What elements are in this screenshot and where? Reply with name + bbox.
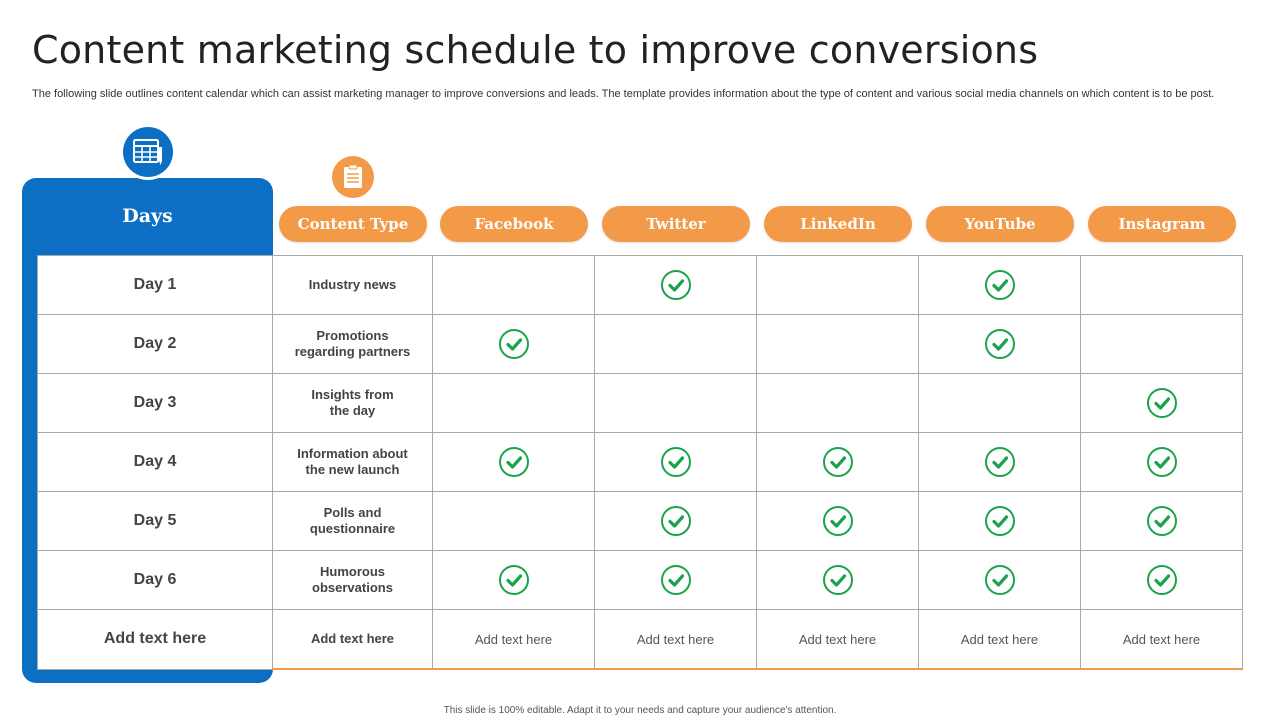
channel-cell [919, 315, 1081, 374]
check-circle-icon [984, 453, 1016, 470]
channel-cell [757, 492, 919, 551]
check-circle-icon [660, 512, 692, 529]
check-circle-icon [1146, 512, 1178, 529]
table-row [38, 433, 1243, 492]
channel-cell [1081, 374, 1243, 433]
content-type-cell [273, 315, 433, 374]
check-circle-icon [984, 335, 1016, 352]
check-circle-icon [498, 453, 530, 470]
table-row [38, 551, 1243, 610]
content-type-line: the day [329, 403, 376, 418]
table-row [38, 315, 1243, 374]
calendar-icon [123, 127, 173, 177]
content-type-line: Industry news [308, 277, 397, 292]
check-circle-icon [822, 453, 854, 470]
check-circle-icon [1146, 453, 1178, 470]
column-header-youtube: YouTube [926, 206, 1074, 242]
channel-cell [595, 492, 757, 551]
channel-cell [433, 256, 595, 315]
check-circle-icon [660, 571, 692, 588]
content-type-cell [273, 551, 433, 610]
day-label: Day 3 [38, 374, 273, 433]
page-subtitle: The following slide outlines content calendar which can assist marketing manager to improve conversions and leads. The template provides information about the type of content and various social media channels on which content is to be post. [32, 88, 1215, 100]
table-row [38, 256, 1243, 315]
channel-cell [757, 433, 919, 492]
column-header-content-type: Content Type [279, 206, 427, 242]
channel-cell [757, 315, 919, 374]
day-label: Add text here [38, 610, 273, 670]
page-title: Content marketing schedule to improve conversions [32, 28, 1039, 72]
content-type-line: Information about [297, 446, 408, 461]
content-type-line: regarding partners [294, 344, 411, 359]
check-circle-icon [984, 276, 1016, 293]
channel-cell [1081, 256, 1243, 315]
channel-cell [433, 492, 595, 551]
check-circle-icon [1146, 394, 1178, 411]
content-type-cell: Add text here [273, 610, 433, 670]
content-type-line: Promotions [316, 328, 389, 343]
column-header-facebook: Facebook [440, 206, 588, 242]
table-row [38, 610, 1243, 670]
check-circle-icon [498, 571, 530, 588]
check-circle-icon [1146, 571, 1178, 588]
channel-cell [1081, 492, 1243, 551]
check-circle-icon [660, 453, 692, 470]
column-header-twitter: Twitter [602, 206, 750, 242]
channel-cell [433, 433, 595, 492]
content-type-cell [273, 492, 433, 551]
content-type-cell [273, 433, 433, 492]
content-type-cell [273, 374, 433, 433]
channel-cell [433, 315, 595, 374]
content-type-line: observations [312, 580, 393, 595]
channel-cell [433, 551, 595, 610]
placeholder-cell: Add text here [1081, 610, 1243, 670]
content-type-line: questionnaire [309, 521, 396, 536]
channel-cell [919, 433, 1081, 492]
channel-cell [595, 256, 757, 315]
placeholder-cell: Add text here [919, 610, 1081, 670]
document-icon [332, 156, 374, 198]
channel-cell [595, 433, 757, 492]
check-circle-icon [984, 571, 1016, 588]
channel-cell [1081, 551, 1243, 610]
placeholder-cell: Add text here [595, 610, 757, 670]
placeholder-cell: Add text here [757, 610, 919, 670]
table-row [38, 374, 1243, 433]
channel-cell [919, 374, 1081, 433]
content-type-line: the new launch [305, 462, 400, 477]
channel-cell [595, 315, 757, 374]
day-label: Day 6 [38, 551, 273, 610]
days-header: Days [122, 205, 173, 227]
channel-cell [757, 551, 919, 610]
schedule-table [37, 255, 1243, 670]
day-label: Day 1 [38, 256, 273, 315]
channel-cell [1081, 315, 1243, 374]
channel-cell [1081, 433, 1243, 492]
channel-cell [757, 374, 919, 433]
day-label: Day 2 [38, 315, 273, 374]
channel-cell [595, 551, 757, 610]
column-header-instagram: Instagram [1088, 206, 1236, 242]
check-circle-icon [498, 335, 530, 352]
channel-cell [433, 374, 595, 433]
day-label: Day 5 [38, 492, 273, 551]
channel-cell [919, 492, 1081, 551]
channel-cell [757, 256, 919, 315]
column-header-linkedin: LinkedIn [764, 206, 912, 242]
table-row [38, 492, 1243, 551]
footer-note: This slide is 100% editable. Adapt it to your needs and capture your audience's attention. [443, 705, 837, 716]
check-circle-icon [822, 512, 854, 529]
check-circle-icon [660, 276, 692, 293]
content-type-line: Humorous [320, 564, 385, 579]
content-type-line: Polls and [323, 505, 382, 520]
channel-cell [919, 256, 1081, 315]
day-label: Day 4 [38, 433, 273, 492]
check-circle-icon [984, 512, 1016, 529]
placeholder-cell: Add text here [433, 610, 595, 670]
channel-cell [595, 374, 757, 433]
content-type-cell [273, 256, 433, 315]
content-type-line: Insights from [311, 387, 394, 402]
check-circle-icon [822, 571, 854, 588]
channel-cell [919, 551, 1081, 610]
